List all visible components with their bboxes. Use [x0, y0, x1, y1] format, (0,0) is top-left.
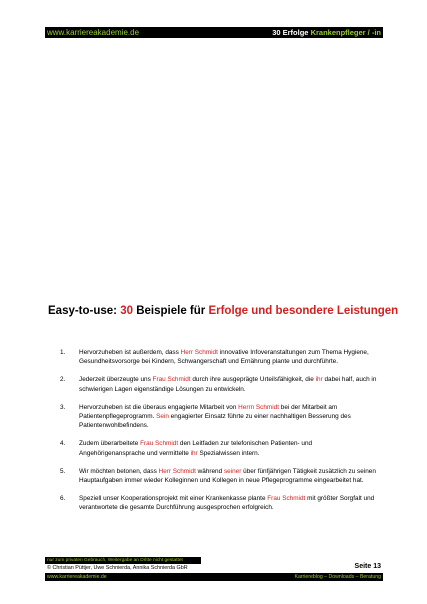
text-segment: den Leitfaden zur telefonischen Patienten- und Angehörigenansprache und vermittelte	[79, 440, 313, 457]
text-segment: über fünfjährigen Tätigkeit zusätzlich zu seinen Hauptaufgaben immer wieder Kolleginnen und Kollegen in neue Pflegeprogramme eingearbeitet hat.	[79, 467, 376, 485]
text-segment: Spezialwissen intern.	[197, 449, 260, 457]
list-item-number: 1.	[60, 349, 66, 356]
text-segment: innovative Infoveranstaltungen zum Thema Hygiene, Gesundheitsvorsorge bei Kindern, Schwangerschaft und Ernährung plante und durchführte.	[79, 349, 369, 366]
list-item	[48, 467, 378, 485]
text-segment: Hervorzuheben ist außerdem, dass	[79, 349, 181, 356]
list-item-text	[79, 439, 378, 457]
list-item	[48, 494, 378, 512]
text-segment: dabei half, auch in schwierigen Lagen eigenständige Lösungen zu entwickeln.	[79, 376, 377, 393]
text-segment: während	[195, 467, 224, 475]
footer-copyright: © Christian Püttjer, Uwe Schnierda, Annika Schnierda GbR	[47, 565, 188, 571]
highlighted-name: Herr Schmidt	[180, 349, 218, 356]
list-item	[48, 348, 378, 366]
text-segment: Jederzeit überzeugte uns	[79, 376, 153, 384]
footer-links[interactable]: Karriereblog – Downloads – Beratung	[294, 574, 381, 580]
section-heading	[48, 305, 398, 317]
heading-count: 30	[120, 305, 134, 317]
text-segment: mit größter Sorgfalt und verantwortete die gesamte Durchführung ausgesprochen erfolgreich.	[79, 495, 375, 512]
header-title	[272, 28, 381, 37]
highlighted-name: Herr Schmidt	[158, 467, 196, 475]
highlighted-name: Sein	[156, 413, 169, 421]
highlighted-name: Frau Schmidt	[152, 376, 191, 384]
heading-highlight: Erfolge und besondere Leistungen	[208, 305, 399, 317]
list-item-text	[79, 403, 378, 431]
list-item-number: 4.	[60, 440, 66, 448]
highlighted-name: seiner	[223, 467, 242, 475]
text-segment: Speziell unser Kooperationsprojekt mit einer Krankenkasse plante	[79, 495, 268, 503]
list-item	[48, 439, 378, 457]
header-site-link[interactable]: www.karriereakademie.de	[47, 28, 140, 37]
heading-part1: Easy-to-use:	[48, 305, 121, 317]
list-item-number: 3.	[60, 403, 66, 411]
header-title-prefix: 30 Erfolge	[272, 28, 311, 37]
header-title-highlight: Krankenpfleger / -in	[310, 28, 381, 37]
text-segment: Zudem überarbeitete	[79, 440, 141, 448]
text-segment: engagierter Einsatz führte zu einer nachhaltigen Besserung des Patientenwohlbefindens.	[79, 413, 351, 430]
highlighted-name: Frau Schmidt	[267, 495, 306, 503]
footer-usage-note: nur zum privaten Gebrauch, Weitergabe an Dritte nicht gestattet	[45, 557, 201, 564]
heading-part2: Beispiele für	[133, 305, 209, 317]
list-item	[48, 375, 378, 393]
list-item	[48, 403, 378, 431]
text-segment: bei der Mitarbeit am Patientenpflegeprogramm.	[79, 403, 338, 421]
list-item-text	[79, 467, 378, 485]
footer-bar	[45, 573, 383, 581]
highlighted-name: Herrn Schmidt	[238, 403, 279, 411]
page-number: Seite 13	[354, 563, 381, 570]
text-segment: durch ihre ausgeprägte Urteilsfähigkeit, die	[190, 376, 316, 384]
text-segment: Wir möchten betonen, dass	[79, 467, 159, 475]
list-item-number: 6.	[60, 495, 66, 503]
highlighted-name: Frau Schmidt	[140, 440, 179, 448]
list-item-number: 5.	[60, 467, 66, 475]
achievement-list	[48, 348, 378, 522]
list-item-number: 2.	[60, 376, 66, 384]
list-item-text	[79, 348, 378, 366]
footer-site-link[interactable]: www.karriereakademie.de	[47, 574, 107, 580]
highlighted-name: ihr	[315, 376, 323, 384]
highlighted-name: ihr	[190, 449, 198, 457]
list-item-text	[79, 494, 378, 512]
header-bar	[45, 27, 383, 38]
list-item-text	[79, 375, 378, 393]
text-segment: Hervorzuheben ist die überaus engagierte Mitarbeit von	[79, 403, 239, 411]
